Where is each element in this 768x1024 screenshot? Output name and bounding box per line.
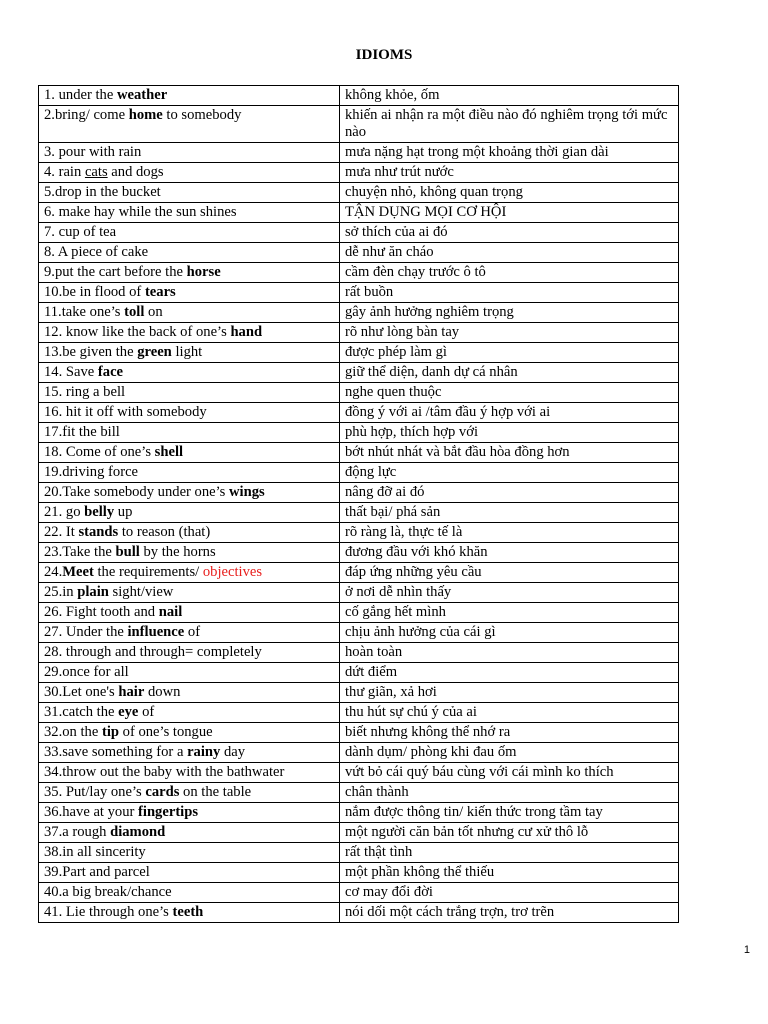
table-row	[39, 863, 679, 883]
meaning-cell: ở nơi dễ nhìn thấy	[340, 583, 679, 603]
idiom-text: to somebody	[162, 107, 242, 123]
table-row	[39, 823, 679, 843]
idiom-keyword: horse	[186, 264, 221, 280]
idiom-text: light	[171, 344, 203, 360]
table-row	[39, 743, 679, 763]
table-row	[39, 403, 679, 423]
idiom-cell	[39, 543, 340, 563]
table-row	[39, 323, 679, 343]
table-row	[39, 423, 679, 443]
idiom-text: 26. Fight tooth and	[44, 604, 159, 620]
idiom-text: 37.a rough	[44, 824, 111, 840]
table-row	[39, 183, 679, 203]
idiom-underlined-text: cats	[84, 164, 108, 180]
table-row	[39, 643, 679, 663]
idiom-cell	[39, 603, 340, 623]
idiom-cell	[39, 183, 340, 203]
idiom-text: 20.Take somebody under one’s	[44, 484, 230, 500]
meaning-cell: cơ may đổi đời	[340, 883, 679, 903]
idiom-text: 10.be in flood of	[44, 284, 145, 300]
idiom-text: 17.fit the bill	[44, 424, 120, 440]
idiom-keyword: face	[97, 364, 124, 380]
idiom-keyword: plain	[77, 584, 109, 600]
idiom-cell	[39, 523, 340, 543]
idiom-keyword: belly	[84, 504, 115, 520]
idiom-cell	[39, 723, 340, 743]
table-row	[39, 263, 679, 283]
idiom-keyword: tip	[101, 724, 119, 740]
table-row	[39, 86, 679, 106]
idiom-text: 5.drop in the bucket	[44, 184, 161, 200]
meaning-cell: hoàn toàn	[340, 643, 679, 663]
meaning-cell: mưa như trút nước	[340, 163, 679, 183]
idiom-cell	[39, 883, 340, 903]
idiom-cell	[39, 243, 340, 263]
idiom-cell	[39, 623, 340, 643]
table-row	[39, 383, 679, 403]
idiom-cell	[39, 683, 340, 703]
idiom-text: 6. make hay while the sun shines	[44, 204, 237, 220]
idiom-text: 29.once for all	[44, 664, 129, 680]
table-row	[39, 463, 679, 483]
meaning-cell: động lực	[340, 463, 679, 483]
meaning-cell: dành dụm/ phòng khi đau ốm	[340, 743, 679, 763]
idiom-text: 12. know like the back of one’s	[44, 324, 231, 340]
meaning-cell: rõ ràng là, thực tế là	[340, 523, 679, 543]
table-row	[39, 106, 679, 143]
idiom-cell	[39, 383, 340, 403]
idiom-cell	[39, 663, 340, 683]
meaning-cell: nghe quen thuộc	[340, 383, 679, 403]
table-row	[39, 163, 679, 183]
idiom-keyword: stands	[78, 524, 119, 540]
idiom-keyword: tears	[144, 284, 176, 300]
idiom-text: 19.driving force	[44, 464, 139, 480]
idiom-cell	[39, 703, 340, 723]
idiom-keyword: home	[128, 107, 163, 123]
meaning-cell: khiến ai nhận ra một điều nào đó nghiêm trọng tới mức nào	[340, 106, 679, 143]
meaning-cell: dứt điểm	[340, 663, 679, 683]
table-row	[39, 343, 679, 363]
idiom-cell	[39, 463, 340, 483]
meaning-cell: chuyện nhỏ, không quan trọng	[340, 183, 679, 203]
meaning-cell: vứt bỏ cái quý báu cùng với cái mình ko thích	[340, 763, 679, 783]
table-row	[39, 223, 679, 243]
table-row	[39, 623, 679, 643]
table-row	[39, 683, 679, 703]
idiom-cell	[39, 503, 340, 523]
idiom-cell	[39, 823, 340, 843]
meaning-cell: đương đầu với khó khăn	[340, 543, 679, 563]
idiom-text: 14. Save	[44, 364, 98, 380]
table-row	[39, 443, 679, 463]
page-number: 1	[743, 944, 750, 956]
idiom-cell	[39, 303, 340, 323]
idiom-text: 27. Under the	[44, 624, 128, 640]
meaning-cell: được phép làm gì	[340, 343, 679, 363]
meaning-cell: nâng đỡ ai đó	[340, 483, 679, 503]
idiom-text: 40.a big break/chance	[44, 884, 172, 900]
idiom-text: 21. go	[44, 504, 85, 520]
idiom-keyword: shell	[154, 444, 184, 460]
idiom-text: 7. cup of tea	[44, 224, 117, 240]
idiom-text: 39.Part and parcel	[44, 864, 150, 880]
idiom-text: 36.have at your	[44, 804, 139, 820]
idiom-text: 9.put the cart before the	[44, 264, 187, 280]
idiom-cell	[39, 423, 340, 443]
idiom-keyword: hand	[230, 324, 263, 340]
meaning-cell: gây ảnh hưởng nghiêm trọng	[340, 303, 679, 323]
idiom-cell	[39, 803, 340, 823]
idiom-text: 23.Take the	[44, 544, 116, 560]
table-row	[39, 243, 679, 263]
table-row	[39, 543, 679, 563]
idiom-keyword: bull	[115, 544, 140, 560]
idiom-highlighted-text: objectives	[202, 564, 263, 580]
table-row	[39, 903, 679, 923]
idiom-text: 16. hit it off with somebody	[44, 404, 207, 420]
idiom-cell	[39, 583, 340, 603]
idiom-keyword: wings	[229, 484, 265, 500]
idiom-text: 32.on the	[44, 724, 102, 740]
meaning-cell: chân thành	[340, 783, 679, 803]
idiom-cell	[39, 563, 340, 583]
idiom-cell	[39, 483, 340, 503]
idiom-keyword: cards	[145, 784, 180, 800]
idiom-text: 11.take one’s	[44, 304, 125, 320]
idiom-text: of	[184, 624, 201, 640]
idiom-text: up	[114, 504, 133, 520]
idiom-text: sight/view	[108, 584, 174, 600]
table-row	[39, 783, 679, 803]
idiom-text: 1. under the	[44, 87, 117, 103]
idiom-text: on the table	[179, 784, 252, 800]
idiom-keyword: hair	[118, 684, 145, 700]
idiom-text: by the horns	[139, 544, 216, 560]
idiom-cell	[39, 283, 340, 303]
idiom-keyword: influence	[127, 624, 185, 640]
meaning-cell: dễ như ăn cháo	[340, 243, 679, 263]
idioms-table	[38, 85, 679, 923]
idiom-text: the requirements/	[93, 564, 203, 580]
idiom-cell	[39, 263, 340, 283]
meaning-cell: đồng ý với ai /tâm đầu ý hợp với ai	[340, 403, 679, 423]
table-row	[39, 763, 679, 783]
table-row	[39, 663, 679, 683]
table-row	[39, 523, 679, 543]
table-row	[39, 723, 679, 743]
idiom-text: 22. It	[44, 524, 79, 540]
meaning-cell: rõ như lòng bàn tay	[340, 323, 679, 343]
meaning-cell: thất bại/ phá sản	[340, 503, 679, 523]
idiom-text: 31.catch the	[44, 704, 119, 720]
table-row	[39, 843, 679, 863]
idiom-text: 4. rain	[44, 164, 85, 180]
idiom-cell	[39, 86, 340, 106]
meaning-cell: không khỏe, ốm	[340, 86, 679, 106]
idiom-keyword: weather	[116, 87, 168, 103]
idiom-text: on	[144, 304, 163, 320]
idiom-text: 24.	[44, 564, 63, 580]
table-row	[39, 363, 679, 383]
idiom-text: to reason (that)	[118, 524, 211, 540]
table-row	[39, 483, 679, 503]
table-row	[39, 883, 679, 903]
table-row	[39, 203, 679, 223]
idiom-text: 13.be given the	[44, 344, 138, 360]
idiom-cell	[39, 323, 340, 343]
idiom-text: 28. through and through= completely	[44, 644, 262, 660]
meaning-cell: một người căn bản tốt nhưng cư xử thô lỗ	[340, 823, 679, 843]
idiom-cell	[39, 223, 340, 243]
meaning-cell: thu hút sự chú ý của ai	[340, 703, 679, 723]
meaning-cell: giữ thể diện, danh dự cá nhân	[340, 363, 679, 383]
table-row	[39, 583, 679, 603]
idiom-text: 18. Come of one’s	[44, 444, 155, 460]
idiom-keyword: toll	[124, 304, 145, 320]
meaning-cell: phù hợp, thích hợp với	[340, 423, 679, 443]
idiom-text: 8. A piece of cake	[44, 244, 149, 260]
idiom-cell	[39, 163, 340, 183]
meaning-cell: cầm đèn chạy trước ô tô	[340, 263, 679, 283]
meaning-cell: cố gắng hết mình	[340, 603, 679, 623]
idiom-cell	[39, 643, 340, 663]
idiom-cell	[39, 903, 340, 923]
idiom-keyword: nail	[158, 604, 183, 620]
meaning-cell: mưa nặng hạt trong một khoảng thời gian dài	[340, 143, 679, 163]
idiom-cell	[39, 343, 340, 363]
idiom-text: 15. ring a bell	[44, 384, 126, 400]
page-title: IDIOMS	[355, 47, 413, 63]
idiom-keyword: eye	[118, 704, 139, 720]
meaning-cell: nói dối một cách trắng trợn, trơ trẽn	[340, 903, 679, 923]
idiom-cell	[39, 743, 340, 763]
idiom-keyword: rainy	[187, 744, 221, 760]
idiom-text: of	[138, 704, 155, 720]
meaning-cell: biết nhưng không thể nhớ ra	[340, 723, 679, 743]
idiom-keyword: fingertips	[138, 804, 199, 820]
idiom-keyword: green	[137, 344, 172, 360]
idiom-cell	[39, 843, 340, 863]
meaning-cell: rất buồn	[340, 283, 679, 303]
idiom-text: and dogs	[107, 164, 164, 180]
meaning-cell: chịu ảnh hưởng của cái gì	[340, 623, 679, 643]
idiom-text: 33.save something for a	[44, 744, 188, 760]
table-row	[39, 703, 679, 723]
meaning-cell: rất thật tình	[340, 843, 679, 863]
idiom-cell	[39, 763, 340, 783]
idiom-cell	[39, 143, 340, 163]
idiom-text: 25.in	[44, 584, 78, 600]
table-row	[39, 303, 679, 323]
idiom-text: 41. Lie through one’s	[44, 904, 173, 920]
idiom-text: 38.in all sincerity	[44, 844, 146, 860]
table-row	[39, 143, 679, 163]
idiom-cell	[39, 783, 340, 803]
idiom-keyword: Meet	[62, 564, 94, 580]
idiom-cell	[39, 203, 340, 223]
meaning-cell: sở thích của ai đó	[340, 223, 679, 243]
idioms-table-body	[39, 86, 679, 923]
idiom-keyword: diamond	[110, 824, 166, 840]
meaning-cell: bớt nhút nhát và bắt đầu hòa đồng hơn	[340, 443, 679, 463]
idiom-cell	[39, 443, 340, 463]
table-row	[39, 803, 679, 823]
idiom-text: down	[144, 684, 181, 700]
idiom-cell	[39, 403, 340, 423]
idiom-cell	[39, 363, 340, 383]
table-row	[39, 503, 679, 523]
idiom-cell	[39, 863, 340, 883]
table-row	[39, 283, 679, 303]
idiom-text: 34.throw out the baby with the bathwater	[44, 764, 285, 780]
idiom-text: 30.Let one's	[44, 684, 119, 700]
idiom-text: 3. pour with rain	[44, 144, 142, 160]
idiom-cell	[39, 106, 340, 143]
idiom-text: 35. Put/lay one’s	[44, 784, 146, 800]
meaning-cell: đáp ứng những yêu cầu	[340, 563, 679, 583]
table-row	[39, 563, 679, 583]
idiom-text: day	[220, 744, 246, 760]
meaning-cell: thư giãn, xả hơi	[340, 683, 679, 703]
meaning-cell: TẬN DỤNG MỌI CƠ HỘI	[340, 203, 679, 223]
meaning-cell: một phần không thể thiếu	[340, 863, 679, 883]
table-row	[39, 603, 679, 623]
idiom-text: of one’s tongue	[119, 724, 213, 740]
meaning-cell: nắm được thông tin/ kiến thức trong tầm tay	[340, 803, 679, 823]
idiom-keyword: teeth	[172, 904, 204, 920]
idiom-text: 2.bring/ come	[44, 107, 129, 123]
